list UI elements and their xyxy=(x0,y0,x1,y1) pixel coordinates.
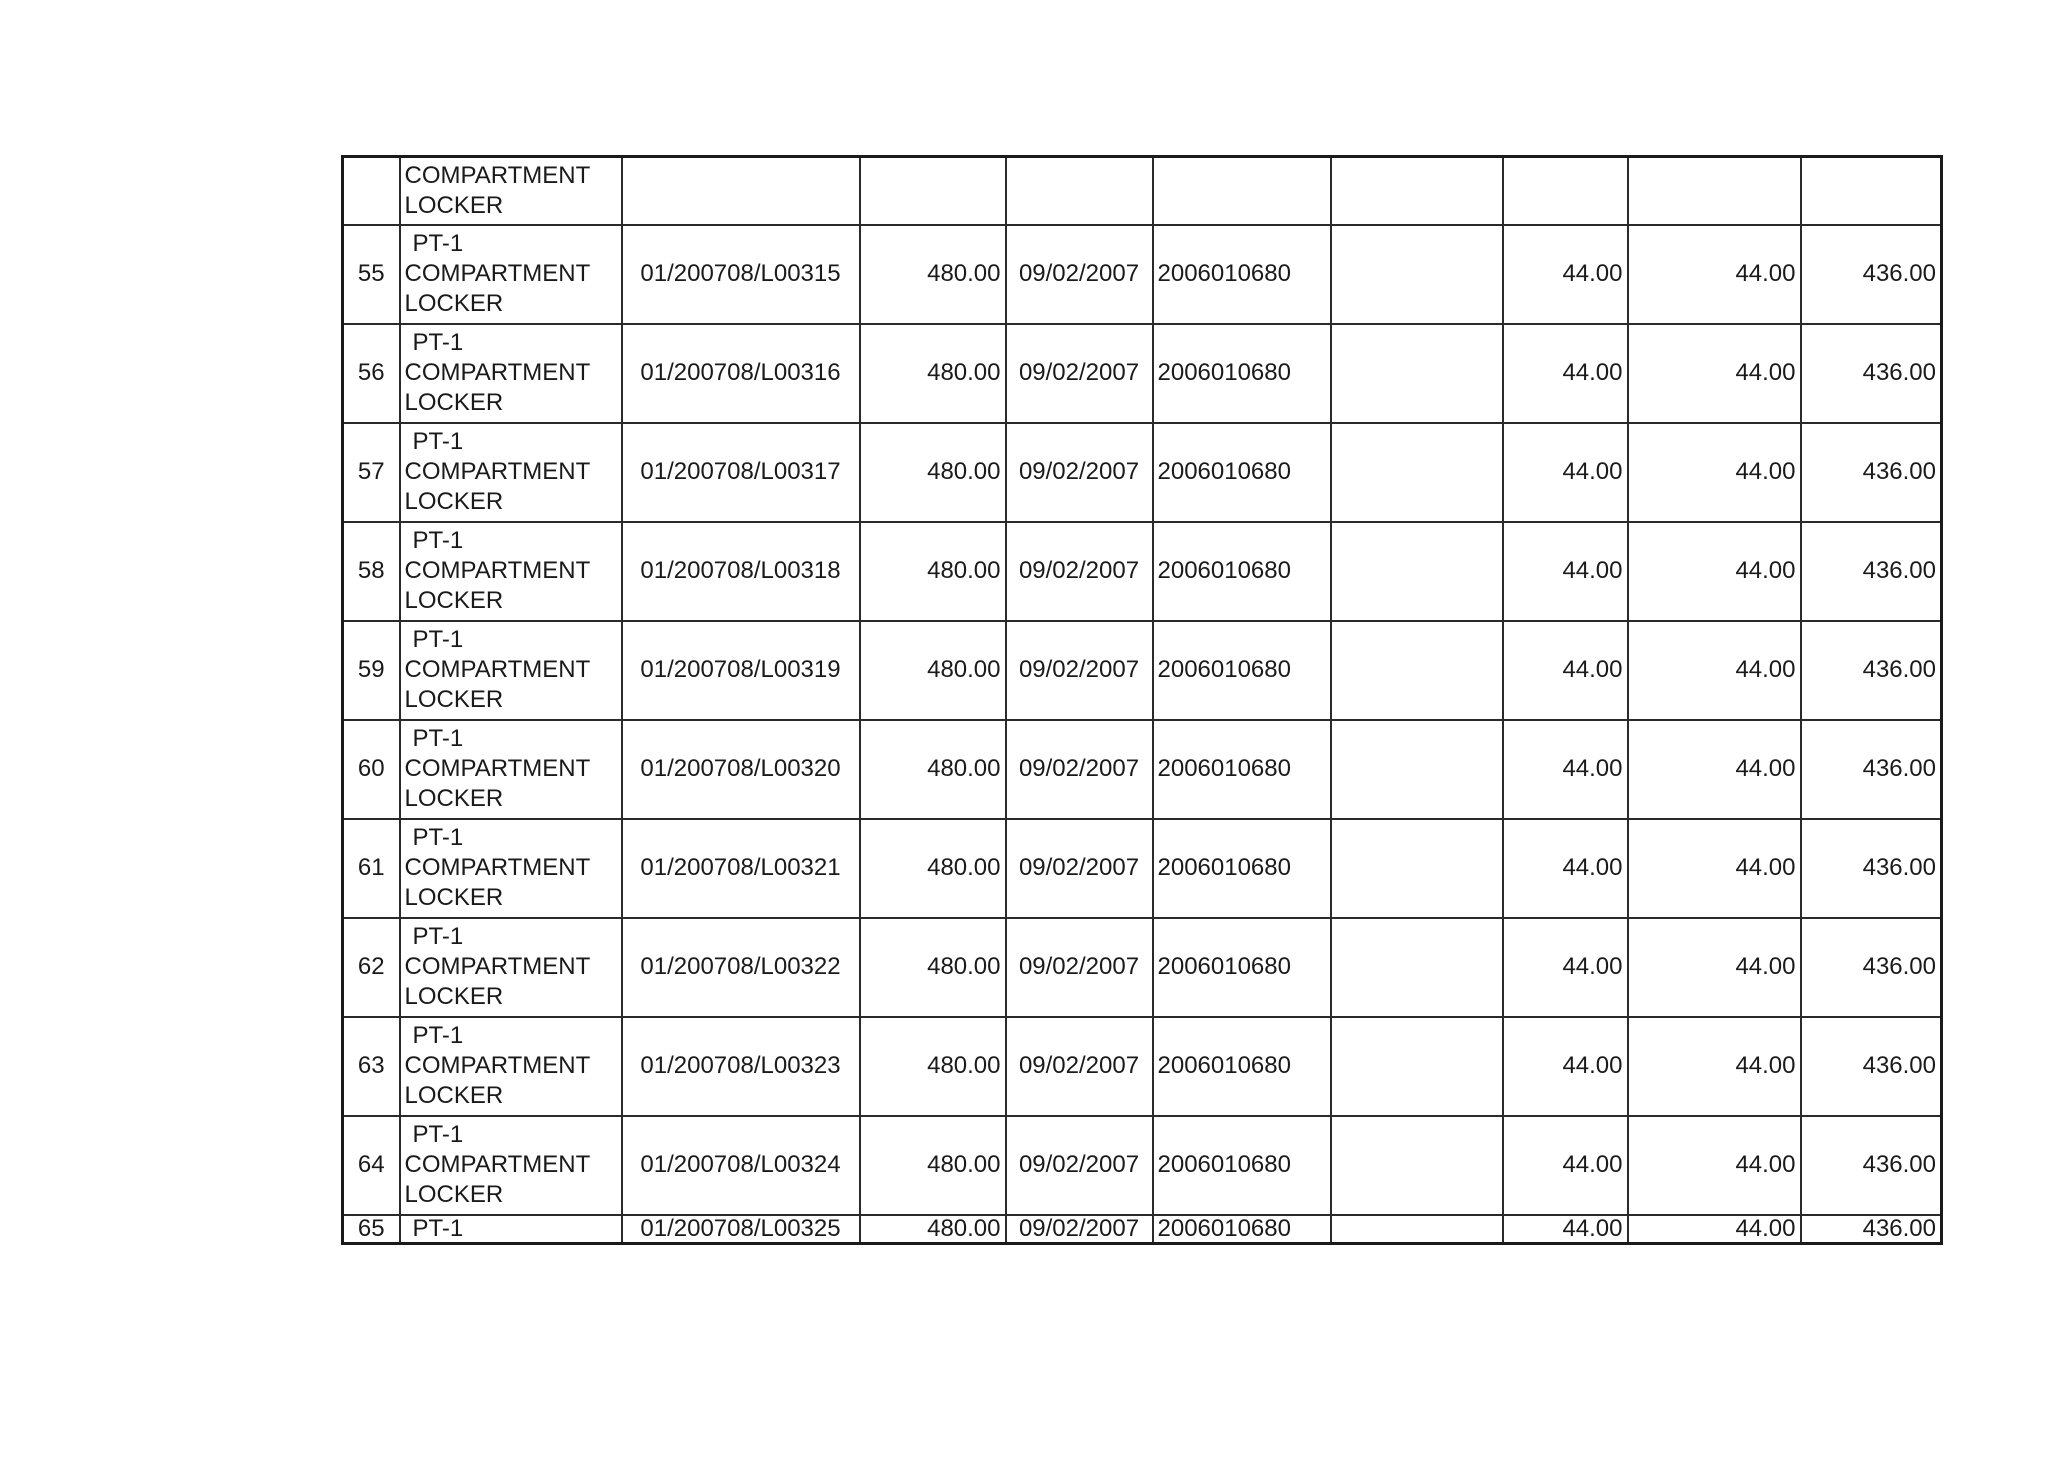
description-line: LOCKER xyxy=(404,191,504,219)
description-line: COMPARTMENT xyxy=(404,458,591,485)
description-line: COMPARTMENT xyxy=(404,953,591,980)
empty-cell xyxy=(1331,157,1503,225)
empty-cell xyxy=(1801,157,1942,225)
serial-cell: 63 xyxy=(343,1017,400,1116)
value-cell-1: 44.00 xyxy=(1503,324,1628,423)
value-cell-2: 44.00 xyxy=(1628,1215,1801,1244)
empty-cell xyxy=(1331,621,1503,720)
description-cell xyxy=(400,225,622,324)
value-cell-2: 44.00 xyxy=(1628,621,1801,720)
empty-cell xyxy=(1331,225,1503,324)
description-line: LOCKER xyxy=(404,1181,504,1208)
reference-cell: 2006010680 xyxy=(1153,621,1331,720)
value-cell-1: 44.00 xyxy=(1503,918,1628,1017)
description-line: PT-1 xyxy=(412,626,464,653)
table-row xyxy=(343,621,1942,720)
date-cell: 09/02/2007 xyxy=(1006,1017,1153,1116)
serial-cell xyxy=(343,157,400,225)
table-row xyxy=(343,522,1942,621)
table-row xyxy=(343,819,1942,918)
value-cell-3: 436.00 xyxy=(1801,918,1942,1017)
empty-cell xyxy=(1503,157,1628,225)
empty-cell xyxy=(1331,918,1503,1017)
description-line: PT-1 xyxy=(412,230,464,257)
empty-cell xyxy=(1331,423,1503,522)
date-cell: 09/02/2007 xyxy=(1006,225,1153,324)
amount-cell: 480.00 xyxy=(860,1017,1006,1116)
value-cell-2: 44.00 xyxy=(1628,1017,1801,1116)
reference-cell: 2006010680 xyxy=(1153,522,1331,621)
description-line: COMPARTMENT xyxy=(404,656,591,683)
value-cell-3: 436.00 xyxy=(1801,522,1942,621)
value-cell-1: 44.00 xyxy=(1503,522,1628,621)
value-cell-3: 436.00 xyxy=(1801,1017,1942,1116)
description-line: LOCKER xyxy=(404,686,504,713)
date-cell: 09/02/2007 xyxy=(1006,621,1153,720)
value-cell-1: 44.00 xyxy=(1503,1116,1628,1215)
description-cell xyxy=(400,621,622,720)
description-cell xyxy=(400,720,622,819)
description-line: LOCKER xyxy=(404,884,504,911)
description-line: COMPARTMENT xyxy=(404,359,591,386)
description-line: LOCKER xyxy=(404,488,504,515)
description-cell xyxy=(400,1215,622,1244)
empty-cell xyxy=(1331,1116,1503,1215)
serial-cell: 60 xyxy=(343,720,400,819)
description-line: PT-1 xyxy=(412,1121,464,1148)
amount-cell: 480.00 xyxy=(860,621,1006,720)
reference-cell: 2006010680 xyxy=(1153,324,1331,423)
reference-cell: 2006010680 xyxy=(1153,819,1331,918)
table-row xyxy=(343,720,1942,819)
description-line: PT-1 xyxy=(412,329,464,356)
asset-code-cell: 01/200708/L00319 xyxy=(622,621,860,720)
amount-cell: 480.00 xyxy=(860,522,1006,621)
description-line: COMPARTMENT xyxy=(404,260,591,287)
empty-cell xyxy=(1331,819,1503,918)
value-cell-2: 44.00 xyxy=(1628,720,1801,819)
date-cell: 09/02/2007 xyxy=(1006,423,1153,522)
amount-cell: 480.00 xyxy=(860,819,1006,918)
description-cell xyxy=(400,1116,622,1215)
description-line: PT-1 xyxy=(412,527,464,554)
empty-cell xyxy=(1331,720,1503,819)
value-cell-3: 436.00 xyxy=(1801,819,1942,918)
empty-cell xyxy=(1153,157,1331,225)
amount-cell: 480.00 xyxy=(860,423,1006,522)
table-body xyxy=(343,225,1942,1215)
description-line: PT-1 xyxy=(412,923,464,950)
description-cell xyxy=(400,918,622,1017)
value-cell-2: 44.00 xyxy=(1628,324,1801,423)
asset-code-cell: 01/200708/L00322 xyxy=(622,918,860,1017)
serial-cell: 65 xyxy=(343,1215,400,1244)
description-cell xyxy=(400,324,622,423)
continued-row xyxy=(343,157,1942,225)
amount-cell: 480.00 xyxy=(860,324,1006,423)
serial-cell: 59 xyxy=(343,621,400,720)
value-cell-3: 436.00 xyxy=(1801,1116,1942,1215)
reference-cell: 2006010680 xyxy=(1153,918,1331,1017)
table-row xyxy=(343,225,1942,324)
asset-register-table xyxy=(341,155,1943,1245)
reference-cell: 2006010680 xyxy=(1153,1017,1331,1116)
description-line: LOCKER xyxy=(404,785,504,812)
reference-cell: 2006010680 xyxy=(1153,225,1331,324)
asset-code-cell: 01/200708/L00320 xyxy=(622,720,860,819)
value-cell-2: 44.00 xyxy=(1628,522,1801,621)
reference-cell: 2006010680 xyxy=(1153,423,1331,522)
amount-cell: 480.00 xyxy=(860,720,1006,819)
table-row xyxy=(343,1017,1942,1116)
table-row xyxy=(343,1116,1942,1215)
description-cell xyxy=(400,157,622,225)
amount-cell: 480.00 xyxy=(860,1116,1006,1215)
date-cell: 09/02/2007 xyxy=(1006,522,1153,621)
value-cell-2: 44.00 xyxy=(1628,423,1801,522)
description-line: COMPARTMENT xyxy=(404,854,591,881)
reference-cell: 2006010680 xyxy=(1153,1215,1331,1244)
asset-code-cell: 01/200708/L00321 xyxy=(622,819,860,918)
reference-cell: 2006010680 xyxy=(1153,1116,1331,1215)
asset-code-cell: 01/200708/L00318 xyxy=(622,522,860,621)
serial-cell: 56 xyxy=(343,324,400,423)
description-line: COMPARTMENT xyxy=(404,557,591,584)
description-line: LOCKER xyxy=(404,587,504,614)
empty-cell xyxy=(1006,157,1153,225)
value-cell-1: 44.00 xyxy=(1503,423,1628,522)
value-cell-3: 436.00 xyxy=(1801,225,1942,324)
empty-cell xyxy=(1331,522,1503,621)
description-cell xyxy=(400,522,622,621)
serial-cell: 62 xyxy=(343,918,400,1017)
date-cell: 09/02/2007 xyxy=(1006,1215,1153,1244)
serial-cell: 58 xyxy=(343,522,400,621)
value-cell-3: 436.00 xyxy=(1801,621,1942,720)
asset-code-cell: 01/200708/L00317 xyxy=(622,423,860,522)
date-cell: 09/02/2007 xyxy=(1006,819,1153,918)
description-line: COMPARTMENT xyxy=(404,161,591,189)
empty-cell xyxy=(1331,324,1503,423)
date-cell: 09/02/2007 xyxy=(1006,324,1153,423)
asset-code-cell: 01/200708/L00324 xyxy=(622,1116,860,1215)
description-line: PT-1 xyxy=(412,725,464,752)
description-line: PT-1 xyxy=(412,1214,464,1242)
value-cell-3: 436.00 xyxy=(1801,423,1942,522)
amount-cell: 480.00 xyxy=(860,225,1006,324)
description-cell xyxy=(400,819,622,918)
empty-cell xyxy=(1628,157,1801,225)
date-cell: 09/02/2007 xyxy=(1006,918,1153,1017)
table-row xyxy=(343,423,1942,522)
asset-code-cell: 01/200708/L00323 xyxy=(622,1017,860,1116)
asset-code-cell: 01/200708/L00315 xyxy=(622,225,860,324)
description-line: COMPARTMENT xyxy=(404,1052,591,1079)
value-cell-1: 44.00 xyxy=(1503,1215,1628,1244)
value-cell-2: 44.00 xyxy=(1628,819,1801,918)
date-cell: 09/02/2007 xyxy=(1006,1116,1153,1215)
description-line: PT-1 xyxy=(412,824,464,851)
empty-cell xyxy=(860,157,1006,225)
serial-cell: 57 xyxy=(343,423,400,522)
empty-cell xyxy=(1331,1017,1503,1116)
value-cell-1: 44.00 xyxy=(1503,621,1628,720)
amount-cell: 480.00 xyxy=(860,918,1006,1017)
description-line: LOCKER xyxy=(404,1082,504,1109)
amount-cell: 480.00 xyxy=(860,1215,1006,1244)
empty-cell xyxy=(622,157,860,225)
serial-cell: 55 xyxy=(343,225,400,324)
serial-cell: 61 xyxy=(343,819,400,918)
serial-cell: 64 xyxy=(343,1116,400,1215)
description-line: COMPARTMENT xyxy=(404,755,591,782)
description-line: PT-1 xyxy=(412,1022,464,1049)
value-cell-3: 436.00 xyxy=(1801,720,1942,819)
description-line: LOCKER xyxy=(404,983,504,1010)
empty-cell xyxy=(1331,1215,1503,1244)
value-cell-3: 436.00 xyxy=(1801,1215,1942,1244)
description-line: PT-1 xyxy=(412,428,464,455)
value-cell-1: 44.00 xyxy=(1503,1017,1628,1116)
value-cell-1: 44.00 xyxy=(1503,225,1628,324)
value-cell-2: 44.00 xyxy=(1628,918,1801,1017)
description-cell xyxy=(400,1017,622,1116)
reference-cell: 2006010680 xyxy=(1153,720,1331,819)
asset-code-cell: 01/200708/L00325 xyxy=(622,1215,860,1244)
asset-code-cell: 01/200708/L00316 xyxy=(622,324,860,423)
value-cell-3: 436.00 xyxy=(1801,324,1942,423)
description-line: LOCKER xyxy=(404,290,504,317)
value-cell-2: 44.00 xyxy=(1628,1116,1801,1215)
table-row xyxy=(343,1215,1942,1244)
table-row xyxy=(343,324,1942,423)
value-cell-1: 44.00 xyxy=(1503,720,1628,819)
description-line: COMPARTMENT xyxy=(404,1151,591,1178)
description-cell xyxy=(400,423,622,522)
value-cell-2: 44.00 xyxy=(1628,225,1801,324)
table-row xyxy=(343,918,1942,1017)
value-cell-1: 44.00 xyxy=(1503,819,1628,918)
date-cell: 09/02/2007 xyxy=(1006,720,1153,819)
description-line: LOCKER xyxy=(404,389,504,416)
